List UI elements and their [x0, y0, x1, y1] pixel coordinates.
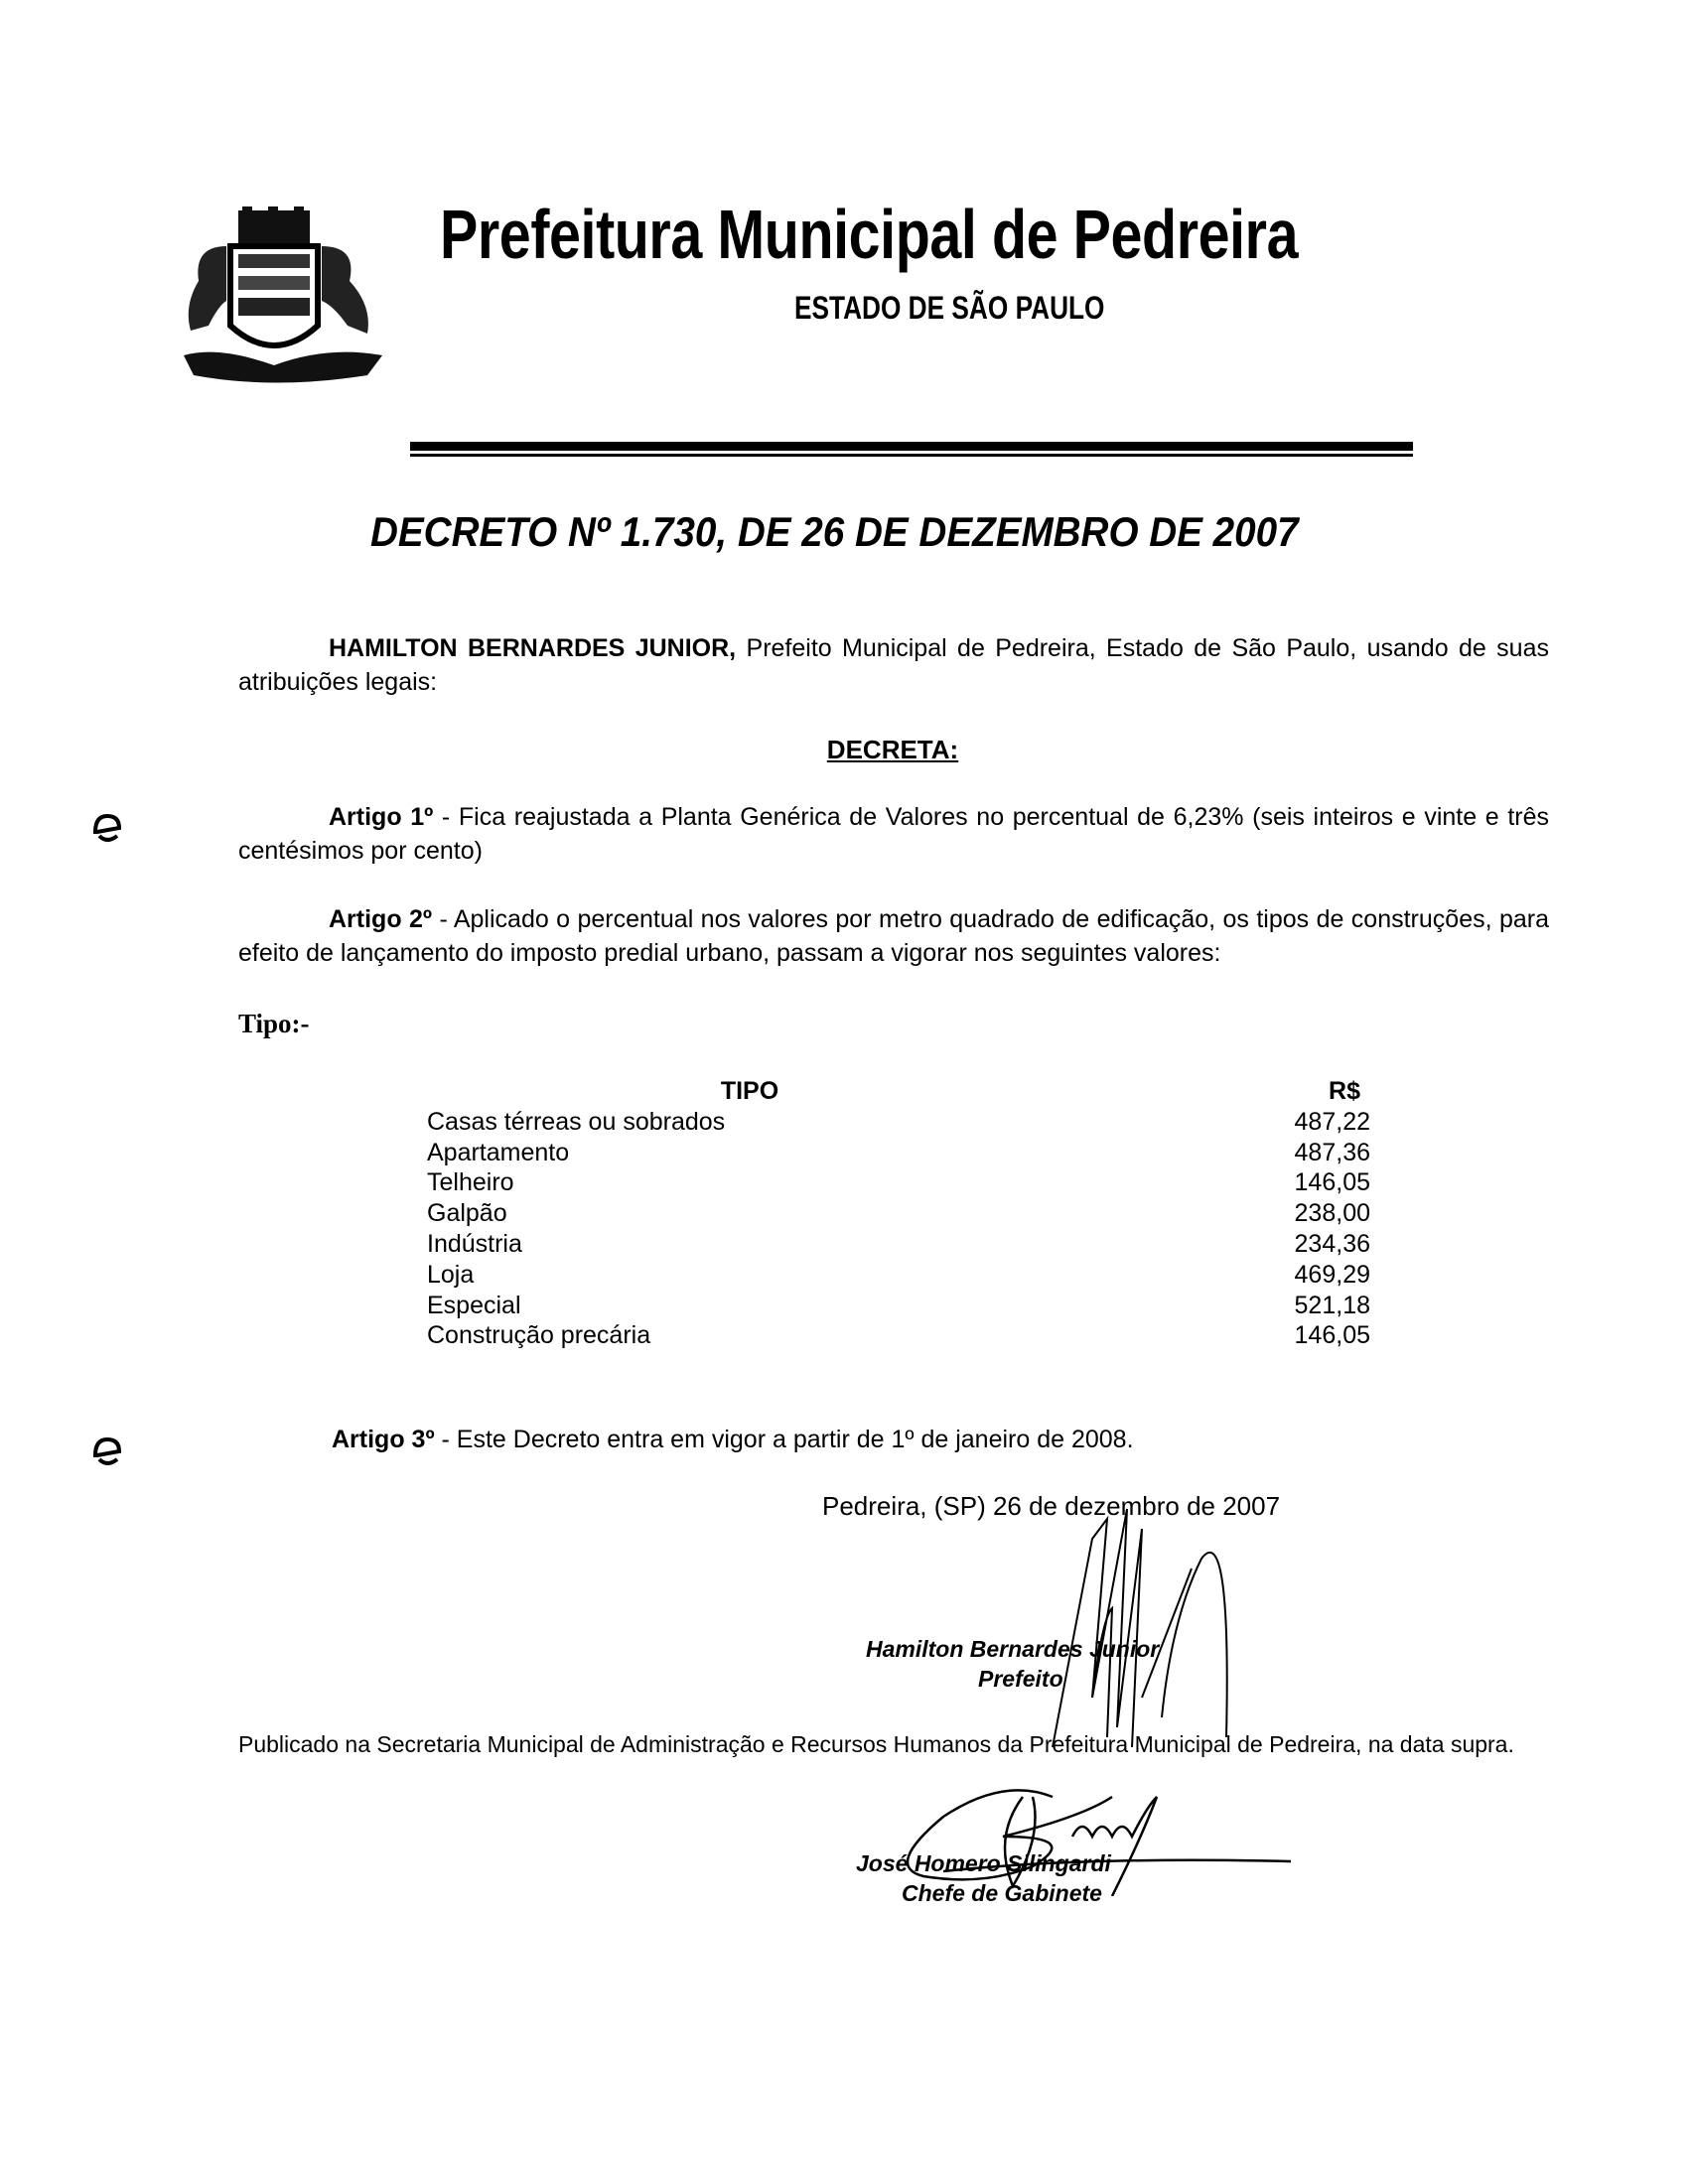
tipo-cell: Telheiro [427, 1168, 514, 1197]
valor-cell: 238,00 [1294, 1199, 1370, 1228]
valor-cell: 487,22 [1294, 1107, 1370, 1136]
valor-cell: 521,18 [1294, 1291, 1370, 1319]
preamble-name: HAMILTON BERNARDES JUNIOR, [329, 634, 737, 662]
article-1-label: Artigo 1º [329, 803, 434, 831]
table-row [427, 1167, 1370, 1198]
valor-cell: 146,05 [1294, 1321, 1370, 1350]
article-1 [238, 800, 1549, 868]
tipo-cell: Especial [427, 1291, 521, 1319]
tipo-cell: Construção precária [427, 1321, 651, 1350]
header-rule-thin [410, 454, 1413, 457]
chief-name: José Homero Silingardi [856, 1850, 1111, 1876]
decreta-heading: DECRETA: [826, 735, 959, 764]
tipo-cell: Casas térreas ou sobrados [427, 1107, 726, 1136]
article-2 [238, 902, 1549, 970]
tipo-cell: Loja [427, 1260, 475, 1289]
table-row [427, 1198, 1370, 1229]
preamble-paragraph [238, 631, 1549, 699]
preamble-text: Prefeito Municipal de Pedreira, Estado de São Paulo, usando de suas atribuições legais: [238, 634, 1549, 696]
mayor-role: Prefeito [978, 1666, 1063, 1692]
table-row [427, 1107, 1370, 1138]
decree-title: DECRETO Nº 1.730, DE 26 DE DEZEMBRO DE 2007 [370, 508, 1299, 555]
tipo-cell: Galpão [427, 1199, 507, 1228]
table-row [427, 1260, 1370, 1291]
binder-hole-mark-icon [91, 812, 123, 846]
header-tipo: TIPO [720, 1077, 779, 1105]
table-row [427, 1138, 1370, 1168]
valor-cell: 234,36 [1294, 1229, 1370, 1258]
tipo-cell: Indústria [427, 1229, 522, 1258]
mayor-signature [1033, 1499, 1251, 1757]
article-3 [332, 1426, 1134, 1454]
header-rule-thick [410, 442, 1413, 451]
tipo-cell: Apartamento [427, 1138, 570, 1166]
article-2-text: - Aplicado o percentual nos valores por metro quadrado de edificação, os tipos de construções, para efeito de lançamento do imposto predial urbano, passam a vigorar nos seguintes valores: [238, 905, 1549, 967]
tipo-label: Tipo:- [238, 1009, 310, 1038]
article-1-text: - Fica reajustada a Planta Genérica de Valores no percentual de 6,23% (seis inteiros e vinte e três centésimos por cento) [238, 803, 1549, 865]
table-row [427, 1320, 1370, 1351]
table-row [427, 1229, 1370, 1260]
article-3-text: - Este Decreto entra em vigor a partir de 1º de janeiro de 2008. [434, 1426, 1134, 1453]
place-date: Pedreira, (SP) 26 de dezembro de 2007 [822, 1491, 1281, 1521]
table-row [427, 1291, 1370, 1321]
values-table [427, 1076, 1370, 1351]
header-valor: R$ [1329, 1077, 1360, 1105]
page-subtitle: ESTADO DE SÃO PAULO [794, 290, 1105, 326]
chief-role: Chefe de Gabinete [902, 1880, 1102, 1906]
table-header-row [427, 1076, 1370, 1107]
binder-hole-mark-icon [91, 1435, 123, 1469]
article-2-label: Artigo 2º [329, 905, 433, 933]
publication-note: Publicado na Secretaria Municipal de Administração e Recursos Humanos da Prefeitura Municipal de Pedreira, na data supra. [238, 1731, 1514, 1757]
mayor-name: Hamilton Bernardes Junior [866, 1636, 1160, 1662]
valor-cell: 487,36 [1294, 1138, 1370, 1166]
page-title: Prefeitura Municipal de Pedreira [440, 196, 1299, 273]
valor-cell: 469,29 [1294, 1260, 1370, 1289]
coat-of-arms-emblem [179, 206, 392, 390]
chief-signature [884, 1777, 1301, 1896]
article-3-label: Artigo 3º [332, 1426, 435, 1453]
valor-cell: 146,05 [1294, 1168, 1370, 1197]
